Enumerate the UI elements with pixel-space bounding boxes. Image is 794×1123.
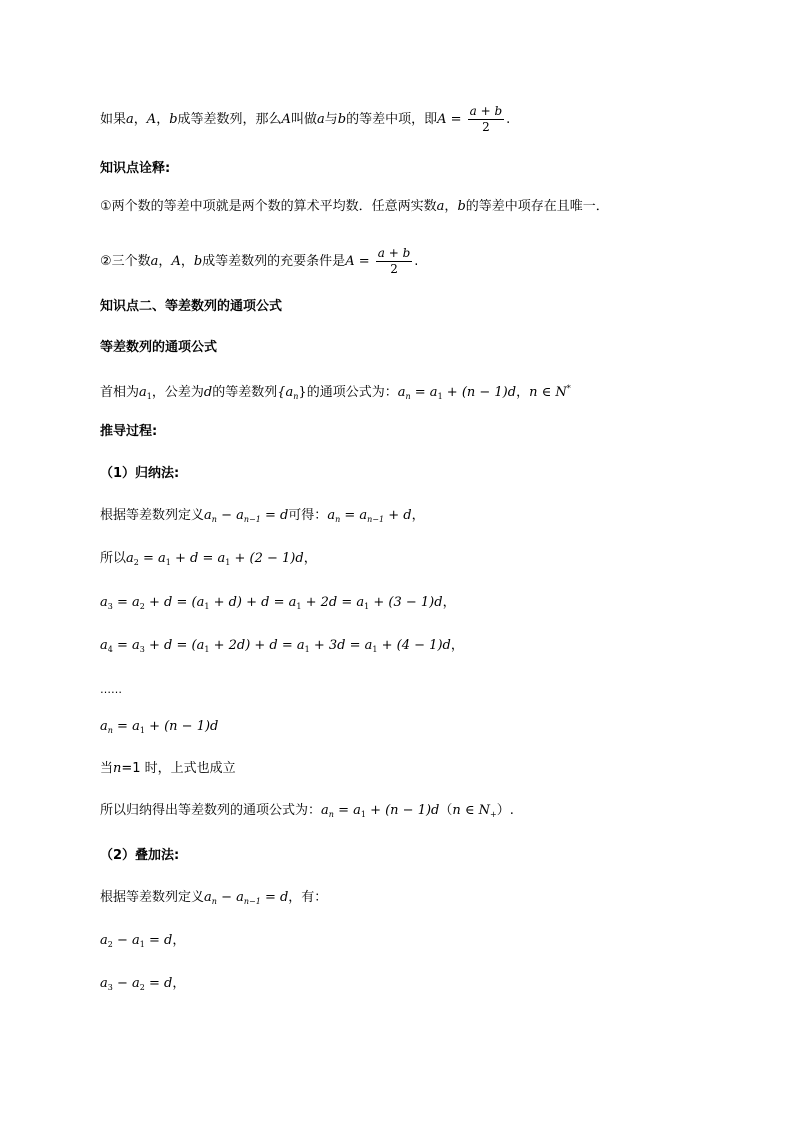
text: 成等差数列，那么 — [177, 112, 282, 127]
fraction — [468, 104, 505, 135]
sub-heading: 等差数列的通项公式 — [100, 340, 218, 355]
math-var: d — [203, 385, 213, 400]
math-sub: 1 — [204, 645, 210, 654]
text: ， — [444, 199, 458, 214]
derivation-step — [100, 975, 185, 997]
math-sub: n — [405, 392, 411, 401]
math: = a — [112, 719, 140, 734]
sub-heading: （1）归纳法: — [100, 466, 180, 481]
derivation-step — [100, 507, 425, 529]
math: a — [100, 595, 108, 610]
text: 与 — [324, 112, 338, 127]
median-definition — [100, 104, 510, 135]
math-var: A — [345, 254, 355, 269]
text: 根据等差数列定义 — [100, 508, 205, 523]
math: + d — [384, 508, 412, 523]
math-sub: n−1 — [243, 897, 261, 906]
math: − a — [216, 890, 244, 905]
explanation-1 — [100, 198, 609, 216]
math-sub: 2 — [133, 558, 139, 567]
math: − a — [112, 933, 140, 948]
math: = a — [340, 508, 368, 523]
text: ， — [411, 508, 425, 523]
text: 的通项公式为： — [306, 385, 398, 400]
math-var: a — [126, 112, 134, 127]
math-var: b — [169, 112, 178, 127]
math-var: b — [193, 254, 203, 269]
text: ， — [172, 976, 186, 991]
math: + d = (a — [144, 595, 205, 610]
math: a — [397, 385, 406, 400]
math-sub: 1 — [139, 940, 145, 949]
text: 成等差数列的充要条件是 — [202, 254, 346, 269]
derivation-step — [100, 718, 218, 740]
explanation-2 — [100, 246, 418, 277]
math: = a — [112, 595, 140, 610]
sub-heading: （2）叠加法: — [100, 848, 180, 863]
math: − a — [112, 976, 140, 991]
section-heading: 知识点二、等差数列的通项公式 — [100, 299, 283, 314]
math-var: n — [113, 761, 122, 776]
text: . — [506, 112, 511, 127]
math: = a — [410, 385, 438, 400]
derivation-step — [100, 594, 456, 616]
math: n ∈ N — [529, 385, 567, 400]
text: 所以归纳得出等差数列的通项公式为： — [100, 803, 322, 818]
ellipsis: …… — [100, 683, 122, 696]
math-sup: * — [566, 384, 571, 393]
math: + (4 − 1)d — [377, 638, 451, 653]
derivation-note — [100, 760, 236, 778]
fraction-denominator: 2 — [482, 120, 490, 134]
math: + d = a — [170, 551, 226, 566]
math-var: a — [316, 112, 325, 127]
math: + (2 − 1)d — [230, 551, 304, 566]
math: a — [100, 719, 108, 734]
derivation-conclusion — [100, 802, 514, 824]
math-op: = — [354, 254, 374, 269]
derivation-step — [100, 932, 185, 954]
math-sub: 2 — [139, 983, 145, 992]
math: a — [321, 803, 329, 818]
math-sub: 1 — [437, 392, 443, 401]
math-sub: + — [490, 810, 497, 819]
text: 的等差中项，即 — [346, 112, 438, 127]
math-sub: 1 — [296, 602, 302, 611]
math: + d = (a — [144, 638, 205, 653]
math: − a — [216, 508, 244, 523]
text: 当 — [100, 761, 114, 776]
math: = a — [333, 803, 361, 818]
math: a — [327, 508, 336, 523]
math: a — [100, 976, 108, 991]
math: = d — [260, 508, 289, 523]
text: ， — [172, 933, 186, 948]
math: = d — [144, 933, 173, 948]
math: + 2d) + d = a — [209, 638, 305, 653]
math: + d) + d = a — [209, 595, 297, 610]
math-sub: 3 — [107, 983, 113, 992]
general-formula — [100, 380, 571, 406]
derivation-step — [100, 637, 464, 659]
math-sub: n — [293, 392, 299, 401]
math: = d — [260, 890, 289, 905]
text: ， — [180, 254, 194, 269]
math: a — [204, 508, 212, 523]
math-sub: 1 — [225, 558, 231, 567]
text: ，有： — [288, 890, 328, 905]
math: = a — [138, 551, 166, 566]
fraction-numerator: a + b — [377, 246, 411, 260]
math-var: A — [281, 112, 291, 127]
math: + 2d = a — [301, 595, 365, 610]
math-sub: 4 — [107, 645, 113, 654]
math-sub: n — [107, 726, 113, 735]
math-sub: n−1 — [243, 515, 261, 524]
section-heading: 知识点诠释: — [100, 161, 171, 176]
text: ， — [303, 551, 317, 566]
math: + 3d = a — [309, 638, 373, 653]
fraction-numerator: a + b — [469, 104, 503, 118]
math: = d — [144, 976, 173, 991]
math-sub: 3 — [139, 645, 145, 654]
derivation-step — [100, 889, 327, 911]
text: ）. — [496, 803, 514, 818]
text: 所以 — [100, 551, 127, 566]
math-sub: 1 — [165, 558, 171, 567]
math-sub: 1 — [146, 392, 152, 401]
math-var: A — [437, 112, 447, 127]
text: ②三个数 — [100, 254, 151, 269]
text: ， — [442, 595, 456, 610]
text: ， — [450, 638, 464, 653]
math-sub: 1 — [139, 726, 145, 735]
fraction — [376, 246, 413, 277]
math-sub: 1 — [304, 645, 310, 654]
math-sub: n−1 — [367, 515, 385, 524]
math: a — [100, 933, 108, 948]
math-op: } — [298, 385, 307, 400]
math-var: b — [457, 199, 466, 214]
math: a — [204, 890, 212, 905]
text: 叫做 — [290, 112, 317, 127]
text: ， — [158, 254, 172, 269]
math-var: a — [436, 199, 445, 214]
math: n ∈ N — [452, 803, 491, 818]
fraction-denominator: 2 — [390, 262, 398, 276]
math-sub: 1 — [364, 602, 370, 611]
math-sub: n — [335, 515, 341, 524]
math: + (3 − 1)d — [369, 595, 443, 610]
math: = a — [112, 638, 140, 653]
math-var: A — [146, 112, 157, 127]
math-var: b — [337, 112, 347, 127]
text: ， — [156, 112, 170, 127]
text: 首相为 — [100, 385, 140, 400]
math-var: a — [139, 385, 147, 400]
text: （ — [439, 803, 453, 818]
text: ， — [516, 385, 530, 400]
math-sub: 1 — [204, 602, 210, 611]
math-sub: n — [211, 515, 217, 524]
text: 的等差数列 — [212, 385, 278, 400]
math-sub: 3 — [107, 602, 113, 611]
text: =1 时，上式也成立 — [121, 761, 236, 776]
text: ， — [133, 112, 147, 127]
text: . — [414, 254, 419, 269]
math: + (n − 1)d — [144, 719, 219, 734]
text: 的等差中项存在且唯一． — [465, 199, 609, 214]
math: + (n − 1)d — [365, 803, 440, 818]
sub-heading: 推导过程: — [100, 424, 158, 439]
math-sub: 2 — [107, 940, 113, 949]
math: a — [126, 551, 134, 566]
math-seq: {a — [277, 385, 294, 400]
text: ①两个数的等差中项就是两个数的算术平均数．任意两实数 — [100, 199, 437, 214]
math-sub: 2 — [139, 602, 145, 611]
text: 根据等差数列定义 — [100, 890, 205, 905]
math: + (n − 1)d — [442, 385, 517, 400]
math-sub: 1 — [372, 645, 378, 654]
math-op: = — [446, 112, 466, 127]
math-var: A — [171, 254, 181, 269]
text: 如果 — [100, 112, 127, 127]
derivation-step — [100, 550, 317, 572]
math: a — [100, 638, 108, 653]
math-sub: n — [211, 897, 217, 906]
text: 可得： — [288, 508, 328, 523]
math-sub: 1 — [360, 810, 366, 819]
math-var: a — [150, 254, 159, 269]
text: ，公差为 — [151, 385, 204, 400]
math-sub: n — [328, 810, 334, 819]
